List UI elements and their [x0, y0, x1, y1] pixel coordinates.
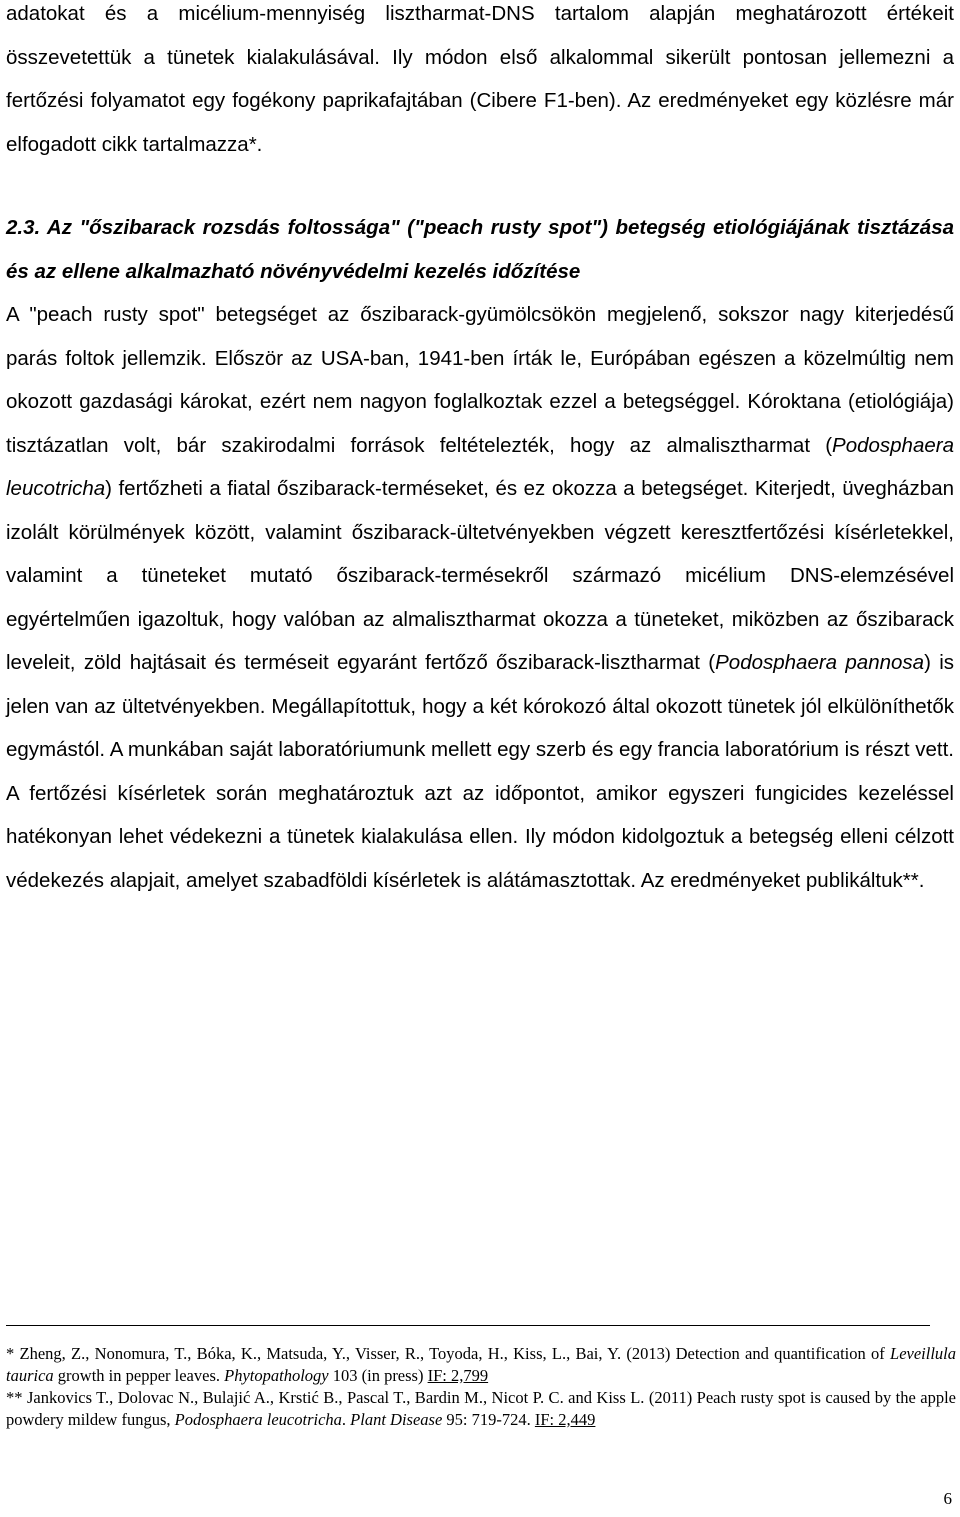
page-number: 6	[943, 1489, 952, 1508]
section-heading: 2.3. Az "őszibarack rozsdás foltossága" ("peach rusty spot") betegség etiológiájának tisztázása és az ellene alkalmazható növényvédelmi kezelés időzítése	[6, 216, 954, 283]
intro-paragraph: adatokat és a micélium-mennyiség lisztharmat-DNS tartalom alapján meghatározott értékeit összevetettük a tünetek kialakulásával. Ily módon első alkalommal sikerült pontosan jellemezni a fertőzési folyamatot egy fogékony paprikafajtában (Cibere F1-ben). Az eredményeket egy közlésre már elfogadott cikk tartalmazza*.	[6, 2, 954, 156]
section-paragraph	[6, 293, 954, 902]
species-name-pannosa: Podosphaera pannosa	[715, 651, 925, 674]
species-name: Podosphaera leucotricha	[174, 1410, 342, 1429]
footnote-separator	[6, 1325, 930, 1326]
paragraph-text-1: A "peach rusty spot" betegséget az őszibarack-gyümölcsökön megjelenő, sokszor nagy kiterjedésű parás foltok jellemzik. Először az USA-ban, 1941-ben írták le, Európában egészen a közelmúltig nem okozott gazdasági károkat, ezért nem nagyon foglalkoztak ezzel a betegséggel. Kóroktana (etiológiája) tisztázatlan volt, bár szakirodalmi források feltételezték, hogy az almalisztharmat (	[6, 303, 954, 457]
paragraph-text-2: ) fertőzheti a fiatal őszibarack-terméseket, és ez okozza a betegséget. Kiterjedt, üvegházban izolált körülmények között, valamint őszibarack-ültetvényekben végzett keresztfertőzési kísérletekkel, valamint a tüneteket mutató őszibarack-termésekről származó micélium DNS-elemzésével egyértelműen igazoltuk, hogy valóban az almalisztharmat okozza a tüneteket, miközben az őszibarack leveleit, zöld hajtásait és terméseit egyaránt fertőző őszibarack-lisztharmat (	[6, 477, 954, 674]
footnote-2: ** Jankovics T., Dolovac N., Bulajić A., Krstić B., Pascal T., Bardin M., Nicot P. C. and Kiss L. (2011) Peach rusty spot is caused by the apple powdery mildew fungus, Podosphaera leucotricha. Plant Disease 95: 719-724. IF: 2,449	[6, 1388, 956, 1429]
species-name: Leveillula taurica	[6, 1344, 956, 1385]
impact-factor: IF: 2,449	[534, 1410, 596, 1429]
species-name-leucotricha: Podosphaera leucotricha	[6, 433, 954, 500]
footnotes	[6, 1343, 956, 1431]
footnote-1: * Zheng, Z., Nonomura, T., Bóka, K., Matsuda, Y., Visser, R., Toyoda, H., Kiss, L., Bai, Y. (2013) Detection and quantification of Leveillula taurica growth in pepper leaves. Phytopathology 103 (in press) IF: 2,799	[6, 1344, 956, 1385]
section-2-3	[6, 206, 954, 902]
paragraph-text-3: ) is jelen van az ültetvényekben. Megállapítottuk, hogy a két kórokozó által okozott tünetek jól elkülöníthetők egymástól. A munkában saját laboratóriumunk mellett egy szerb és egy francia laboratórium is részt vett. A fertőzési kísérletek során meghatároztuk azt az időpontot, amikor egyszeri fungicides kezeléssel hatékonyan lehet védekezni a tünetek kialakulása ellen. Ily módon kidolgoztuk a betegség elleni célzott védekezés alapjait, amelyet szabadföldi kísérletek is alátámasztottak. Az eredményeket publikáltuk**.	[6, 651, 955, 892]
journal-name: Plant Disease	[350, 1410, 443, 1429]
impact-factor: IF: 2,799	[427, 1366, 489, 1385]
journal-name: Phytopathology	[224, 1366, 329, 1385]
